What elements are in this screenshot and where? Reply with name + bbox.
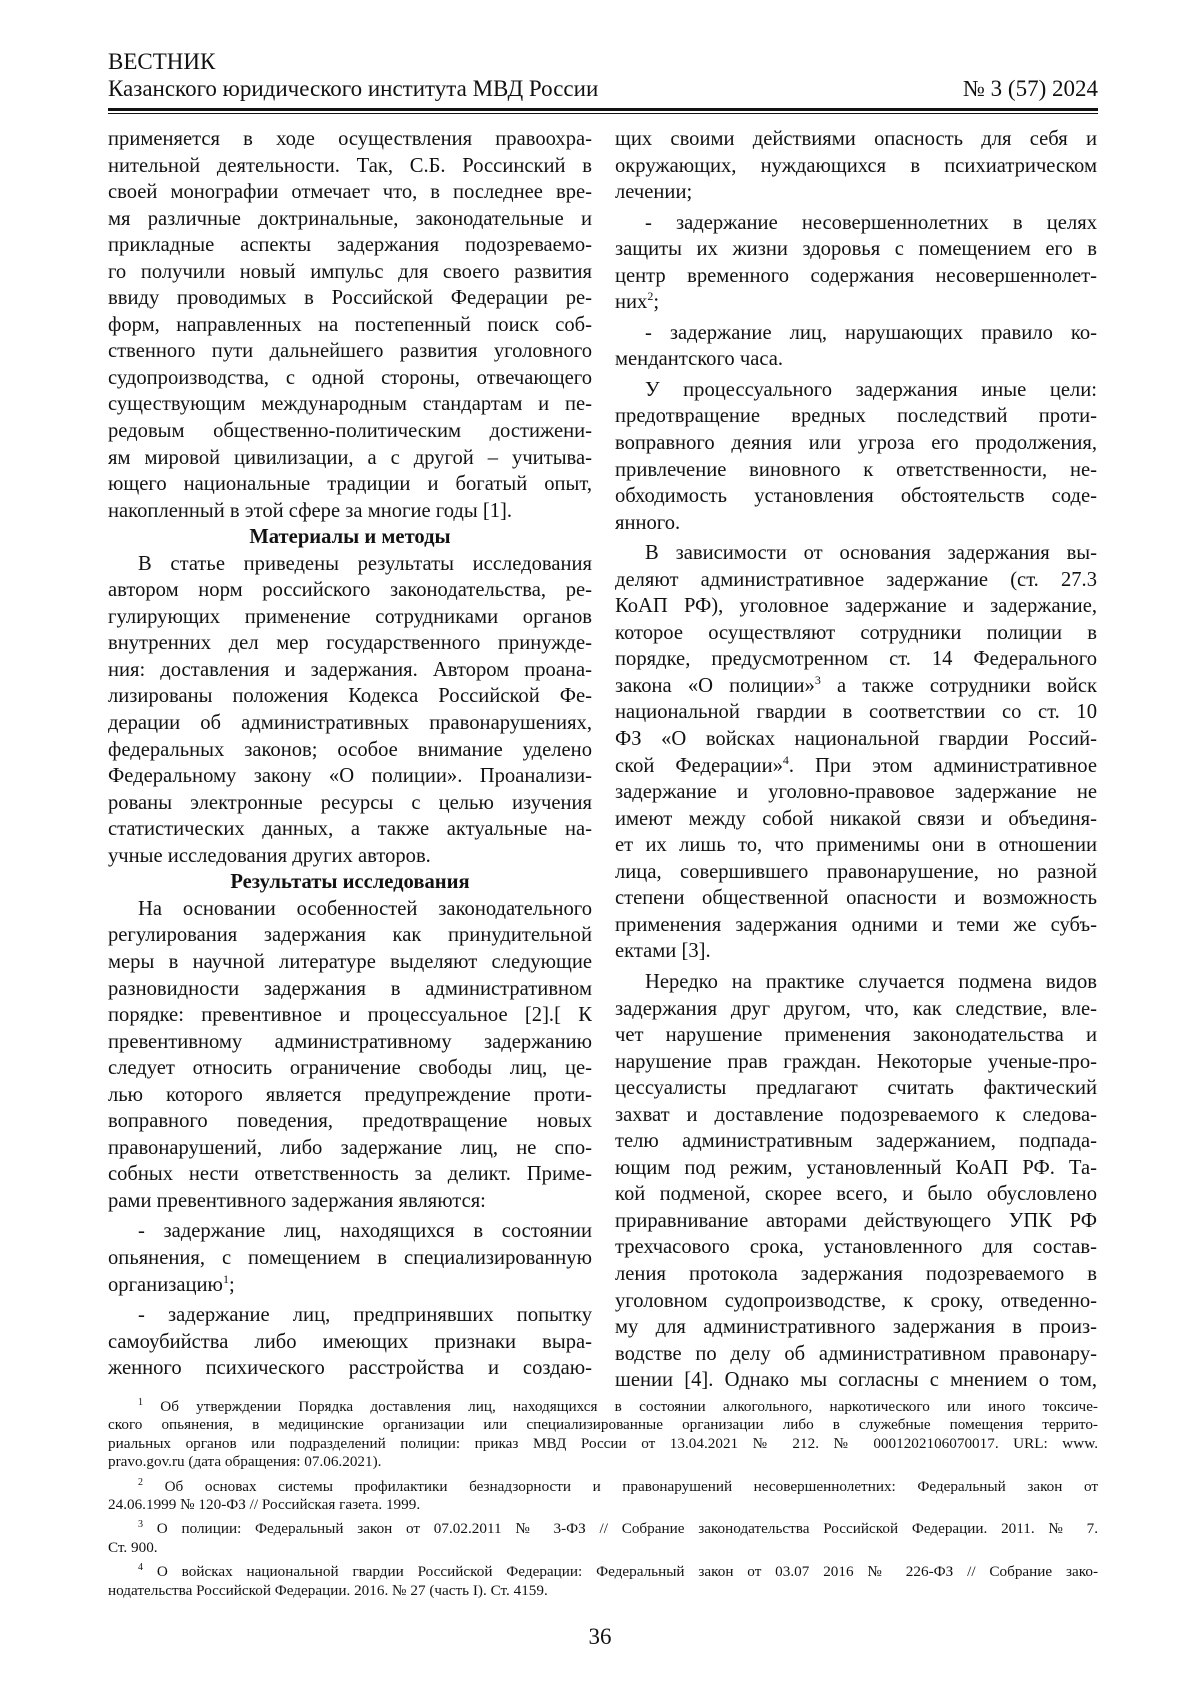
list-item: [108, 1218, 592, 1298]
text-line: деляют административное задержание (ст. 27.3: [615, 568, 1097, 591]
paragraph: [108, 896, 592, 1215]
text-line: закона «О полиции»$^3$ а также сотрудники войск: [615, 672, 1097, 697]
text-line: щих своими действиями опасность для себя и: [615, 128, 1097, 150]
text-line: ющего национальные традиции и богатый опыт,: [108, 473, 592, 496]
text-line: применяется в ходе осуществления правоохра-: [108, 128, 592, 150]
footnote-ref-1[interactable]: 1: [222, 1271, 229, 1286]
text-line: водстве по делу об административном правонару-: [615, 1342, 1097, 1365]
paragraph: [108, 551, 592, 870]
text-line: превентивному административному задержанию: [108, 1030, 592, 1053]
text-line: существующим международным стандартам и пе-: [108, 393, 592, 416]
footnote-2: $^2$ Об основах системы профилактики безнадзорности и правонарушений несовершеннолетних: Федеральный закон от 24.06.1999 № 120-ФЗ // Российская газета. 1999.: [108, 1476, 1098, 1514]
text-line: организацию$^1$;: [108, 1271, 235, 1296]
text-line: шении [4]. Однако мы согласны с мнением о том,: [615, 1369, 1097, 1392]
text-line: которое осуществляют сотрудники полиции в: [615, 621, 1097, 644]
right-column: [615, 126, 1097, 1394]
text-line: цессуалисты предлагают считать фактический: [615, 1077, 1097, 1100]
journal-title: ВЕСТНИК: [108, 49, 216, 74]
paragraph: [615, 969, 1097, 1394]
text-line: - задержание лиц, находящихся в состоянии: [138, 1220, 592, 1243]
text-line: форм, направленных на постепенный поиск соб-: [108, 313, 592, 336]
text-line: ввиду проводимых в Российской Федерации ре-: [108, 287, 592, 310]
text-line: разновидности задержания в административном: [108, 977, 592, 1000]
text-line: следует относить ограничение свободы лиц, це-: [108, 1057, 592, 1080]
text-line: центр временного содержания несовершеннолет-: [615, 264, 1097, 287]
footnote-4: $^4$ О войсках национальной гвардии Российской Федерации: Федеральный закон от 03.07 2016 № 226-ФЗ // Собрание зако- нодательства Российской Федерации. 2016. № 27 (часть I). Ст. 4159.: [108, 1562, 1099, 1599]
list-item: [615, 210, 1097, 316]
text-line: задержания друг другом, что, как следствие, вле-: [615, 997, 1097, 1020]
text-line: воправного деяния или угроза его продолжения,: [615, 432, 1097, 455]
text-line: янного.: [615, 511, 681, 534]
footnote-ref-4[interactable]: 4: [782, 752, 789, 767]
text-line: накопленный в этой сфере за многие годы [1].: [108, 499, 513, 522]
text-line: своей монографии отмечает что, в последнее вре-: [108, 181, 592, 204]
text-line: правонарушений, либо задержание лиц, не спо-: [108, 1136, 592, 1159]
text-line: лица, совершившего правонарушение, но разной: [615, 860, 1097, 883]
text-line: лизированы положения Кодекса Российской Фе-: [108, 685, 592, 708]
text-line: уголовном судопроизводстве, к сроку, отведенно-: [615, 1289, 1097, 1312]
text-line: национальной гвардии в соответствии со ст. 10: [615, 701, 1097, 724]
text-line: гулирующих применение сотрудниками органов: [108, 605, 592, 628]
text-line: обходимость установления обстоятельств соде-: [615, 485, 1097, 508]
footnote-1: $^1$ Об утверждении Порядка доставления лиц, находящихся в состоянии алкогольного, наркотического или иного токсиче- ского опьянения, в медицинские организации или специализированные организации либо в служебные помещения террито- риальных органов или подразделений полиции: приказ МВД России от 13.04.2021 № 212. № 0001202106070017. URL: www. pravo.gov.ru (дата обращения: 07.06.2021).: [108, 1397, 1098, 1471]
section-heading-methods: Материалы и методы: [249, 526, 451, 549]
text-line: У процессуального задержания иные цели:: [645, 378, 1097, 401]
text-line: Федеральному закону «О полиции». Проанализи-: [108, 765, 592, 788]
text-line: На основании особенностей законодательного: [138, 897, 592, 920]
text-line: захват и доставление подозреваемого к следова-: [615, 1103, 1097, 1126]
text-line: приравнивание авторами действующего УПК РФ: [615, 1209, 1097, 1232]
text-line: учные исследования других авторов.: [108, 844, 431, 867]
text-line: ления протокола задержания подозреваемого в: [615, 1262, 1097, 1285]
text-line: порядке, предусмотренном ст. 14 Федерального: [615, 648, 1097, 671]
page-number: 36: [588, 1624, 612, 1649]
issue-number: № 3 (57) 2024: [962, 76, 1098, 101]
text-line: них$^2$;: [615, 289, 660, 314]
footnote-ref-2[interactable]: 2: [647, 289, 654, 304]
running-header: [108, 48, 1098, 102]
text-line: нительной деятельности. Так, С.Б. Россинский в: [108, 154, 592, 177]
text-line: окружающих, нуждающихся в психиатрическом: [615, 154, 1097, 177]
text-line: - задержание несовершеннолетних в целях: [645, 211, 1097, 234]
text-line: рованы электронные ресурсы с целью изучения: [108, 791, 592, 814]
list-item: [615, 320, 1097, 373]
text-line: ской Федерации»$^4$. При этом административное: [615, 752, 1097, 777]
footnote-ref-3[interactable]: 3: [814, 672, 821, 687]
text-line: степени общественной опасности и возможность: [615, 887, 1097, 910]
text-line: телю административным задержанием, подпада-: [615, 1130, 1097, 1153]
footnotes: [108, 1398, 1098, 1606]
text-line: привлечение виновного к ответственности, не-: [615, 458, 1097, 481]
text-line: автором норм российского законодательства, ре-: [108, 579, 592, 602]
text-line: мендантского часа.: [615, 348, 784, 371]
text-line: му для административного задержания в произ-: [615, 1316, 1097, 1339]
text-line: федеральных законов; особое внимание уделено: [108, 738, 592, 761]
text-line: - задержание лиц, предпринявших попытку: [138, 1304, 592, 1327]
text-line: го получили новый импульс для своего развития: [108, 260, 592, 283]
text-line: рами превентивного задержания являются:: [108, 1189, 486, 1212]
text-line: лечении;: [615, 181, 693, 204]
text-line: - задержание лиц, нарушающих правило ко-: [645, 321, 1097, 344]
text-line: чет нарушение применения законодательства и: [615, 1024, 1097, 1047]
text-line: самоубийства либо имеющих признаки выра-: [108, 1330, 592, 1353]
text-line: воправного поведения, предотвращение новых: [108, 1110, 592, 1133]
paragraph: [615, 540, 1097, 965]
text-line: ектами [3].: [615, 940, 711, 963]
text-line: ФЗ «О войсках национальной гвардии Россий-: [615, 728, 1097, 751]
list-item: [615, 126, 1097, 206]
text-line: дерации об административных правонарушениях,: [108, 712, 592, 735]
section-heading-results: Результаты исследования: [230, 871, 470, 894]
text-line: имеют между собой никакой связи и объединя-: [615, 807, 1097, 830]
text-line: регулирования задержания как принудительной: [108, 924, 592, 947]
text-line: кой подменой, скорее всего, и было обусловлено: [615, 1183, 1097, 1206]
text-line: ям мировой цивилизации, а с другой – учитыва-: [108, 446, 592, 469]
header-rule: [108, 108, 1098, 114]
text-line: лью которого является предупреждение проти-: [108, 1083, 592, 1106]
text-line: женного психического расстройства и создаю-: [108, 1357, 592, 1380]
text-line: нарушение прав граждан. Некоторые ученые-про-: [615, 1050, 1097, 1073]
text-line: ния: доставления и задержания. Автором проана-: [108, 658, 592, 681]
text-line: ющим под режим, установленный КоАП РФ. Та-: [615, 1156, 1097, 1179]
paragraph: [615, 377, 1097, 536]
text-line: статистических данных, а также актуальные на-: [108, 818, 592, 841]
text-line: задержание и уголовно-правовое задержание не: [615, 781, 1097, 804]
text-line: мя различные доктринальные, законодательные и: [108, 207, 592, 230]
text-line: применения задержания одними и теми же субъ-: [615, 913, 1097, 936]
text-line: внутренних дел мер государственного принужде-: [108, 632, 592, 655]
left-column: [108, 126, 592, 1382]
text-line: В статье приведены результаты исследования: [138, 552, 592, 575]
footnote-3: $^3$ О полиции: Федеральный закон от 07.02.2011 № 3-ФЗ // Собрание законодательства Российской Федерации. 2011. № 7. Ст. 900.: [108, 1519, 1099, 1556]
text-line: редовым общественно-политическим достижени-: [108, 420, 592, 443]
paragraph: [108, 126, 592, 524]
text-line: ственного пути дальнейшего развития уголовного: [108, 340, 592, 363]
text-line: предотвращение вредных последствий проти-: [615, 405, 1097, 428]
text-line: меры в научной литературе выделяют следующие: [108, 950, 592, 973]
text-line: опьянения, с помещением в специализированную: [108, 1246, 592, 1269]
text-line: Нередко на практике случается подмена видов: [645, 970, 1097, 993]
text-line: прикладные аспекты задержания подозреваемо-: [108, 234, 592, 257]
text-line: судопроизводства, с одной стороны, отвечающего: [108, 366, 592, 389]
text-line: трехчасового срока, установленного для состав-: [615, 1236, 1097, 1259]
journal-subtitle: Казанского юридического института МВД России: [108, 76, 599, 101]
text-line: защиты их жизни здоровья с помещением его в: [615, 238, 1097, 261]
text-line: ет их лишь то, что применимы они в отношении: [615, 834, 1097, 857]
text-line: порядке: превентивное и процессуальное [2].[ К: [108, 1004, 592, 1027]
text-line: В зависимости от основания задержания вы-: [645, 542, 1097, 565]
list-item: [108, 1302, 592, 1382]
text-line: КоАП РФ), уголовное задержание и задержание,: [615, 595, 1097, 618]
text-line: собных нести ответственность за деликт. Приме-: [108, 1163, 592, 1186]
